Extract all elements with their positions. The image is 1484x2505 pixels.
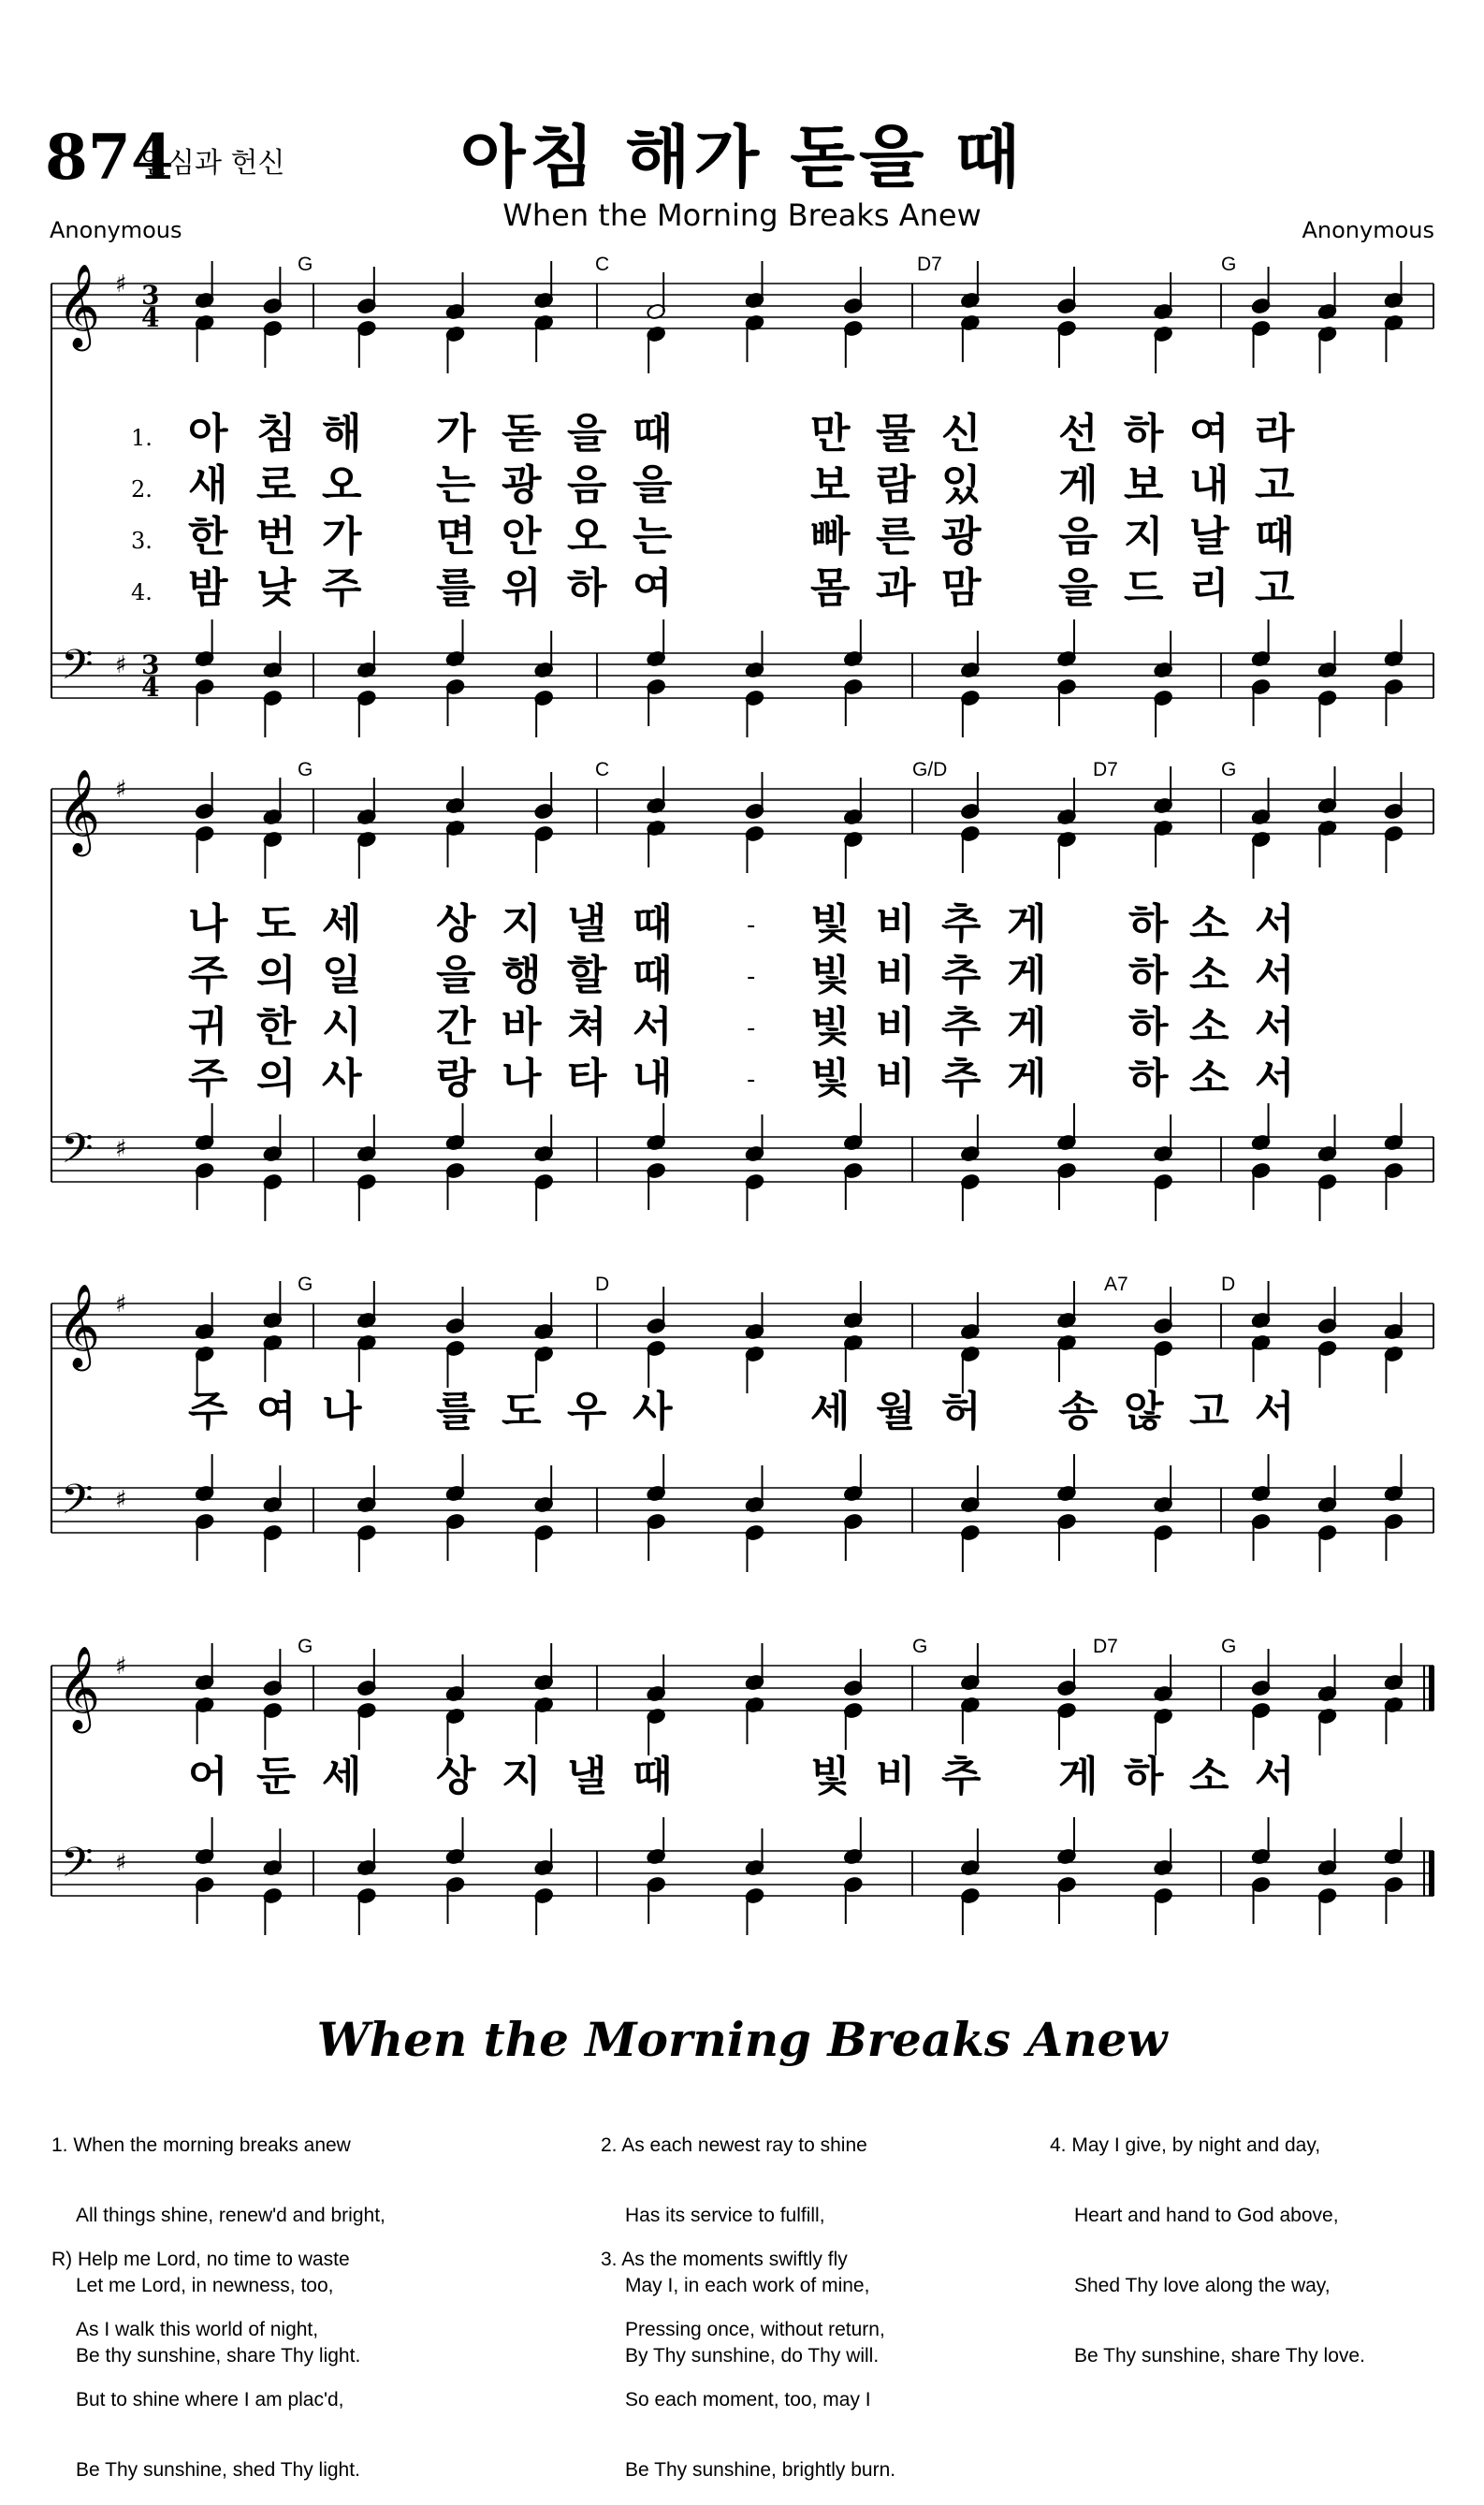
lyric-syllable: 하 [567, 564, 607, 612]
lyric-syllable: 지 [502, 900, 542, 948]
chord-symbol: C [595, 759, 610, 780]
lyric-syllable: 비 [876, 1003, 916, 1051]
key-sharp-icon: ♯ [115, 1486, 127, 1514]
english-hymn-title: When the Morning Breaks Anew [316, 2012, 1168, 2067]
lyric-syllable: 간 [436, 1003, 476, 1051]
time-signature-bottom: 4 [141, 672, 160, 703]
key-sharp-icon: ♯ [115, 1135, 127, 1163]
lyric-syllable: 낼 [567, 1753, 607, 1800]
chord-symbol: D7 [1093, 1636, 1118, 1657]
key-sharp-icon: ♯ [115, 1653, 127, 1681]
lyric-syllable: 주 [188, 1388, 228, 1435]
lyric-syllable: 을 [1058, 564, 1098, 612]
chord-symbol: G/D [912, 759, 948, 780]
lyric-syllable: 타 [567, 1055, 607, 1102]
lyric-syllable: 빛 [810, 900, 851, 948]
lyric-syllable: 고 [1189, 1388, 1229, 1435]
chord-symbol: G [1221, 759, 1237, 780]
lyric-syllable: 바 [502, 1003, 542, 1051]
lyric-syllable: 어 [188, 1753, 228, 1800]
chord-symbol: G [912, 1636, 928, 1657]
lyric-syllable: 비 [876, 952, 916, 999]
chord-symbol: A7 [1104, 1274, 1128, 1295]
lyric-syllable: 낼 [567, 900, 607, 948]
lyric-syllable: 라 [1255, 410, 1295, 458]
lyric-syllable: 내 [1189, 461, 1229, 509]
english-line: 2. As each newest ray to shine [601, 2134, 867, 2156]
english-line: Be Thy sunshine, brightly burn. [625, 2459, 896, 2481]
lyric-syllable: 둔 [256, 1753, 297, 1800]
hymn-category: 열심과 헌신 [140, 147, 285, 180]
english-line: Be Thy sunshine, shed Thy light. [76, 2459, 360, 2481]
lyric-syllable: 을 [436, 952, 476, 999]
english-line: Be thy sunshine, share Thy light. [76, 2345, 361, 2367]
lyric-syllable: 번 [256, 513, 297, 561]
lyric-syllable: 는 [436, 461, 476, 509]
treble-clef-icon: 𝄞 [57, 1646, 101, 1730]
english-line: 4. May I give, by night and day, [1050, 2134, 1321, 2156]
lyric-syllable: 른 [876, 513, 916, 561]
lyric-syllable: 때 [633, 410, 673, 458]
chord-symbol: D [595, 1274, 610, 1295]
lyric-syllable: 리 [1189, 564, 1229, 612]
lyric-syllable: 나 [502, 1055, 542, 1102]
lyric-syllable: 를 [436, 564, 476, 612]
lyric-syllable: 서 [1255, 952, 1295, 999]
bass-clef-icon: 𝄢 [61, 640, 94, 699]
english-line: Pressing once, without return, [625, 2319, 885, 2340]
lyric-syllable: 선 [1058, 410, 1098, 458]
lyric-syllable: 밤 [188, 564, 228, 612]
time-signature-top: 3 [141, 280, 160, 311]
lyric-syllable: 위 [502, 564, 542, 612]
verse-number: 2. [131, 476, 153, 502]
lyric-syllable: 비 [876, 1753, 916, 1800]
lyric-syllable: 새 [188, 461, 228, 509]
lyric-syllable: 비 [876, 1055, 916, 1102]
lyric-syllable: 로 [256, 461, 297, 509]
english-stanza-3 [601, 2201, 895, 2505]
lyric-syllable: 하 [1124, 410, 1164, 458]
lyric-syllable: 아 [188, 410, 228, 458]
lyric-syllable: 만 [810, 410, 851, 458]
lyric-syllable: 는 [633, 513, 673, 561]
lyric-syllable: 오 [322, 461, 362, 509]
lyric-syllable: 음 [1058, 513, 1098, 561]
hymn-title-korean: 아침 해가 돋을 때 [459, 118, 1025, 197]
english-line: All things shine, renew'd and bright, [76, 2205, 386, 2226]
english-line: Let me Lord, in newness, too, [76, 2275, 334, 2296]
english-line: May I, in each work of mine, [625, 2275, 870, 2296]
lyric-syllable: 내 [633, 1055, 673, 1102]
lyric-syllable: 사 [322, 1055, 362, 1102]
lyric-syllable: 게 [1007, 1055, 1047, 1102]
lyric-syllable: 소 [1189, 1753, 1229, 1800]
chord-symbol: G [298, 254, 313, 275]
lyric-syllable: 소 [1189, 900, 1229, 948]
lyric-syllable: 시 [322, 1003, 362, 1051]
lyric-syllable: 서 [1255, 900, 1295, 948]
lyric-syllable: 랑 [436, 1055, 476, 1102]
lyric-syllable: 빠 [810, 513, 851, 561]
lyric-syllable: 쳐 [567, 1003, 607, 1051]
lyric-syllable: 사 [633, 1388, 673, 1435]
chord-symbol: G [298, 759, 313, 780]
english-stanza-4 [1050, 2087, 1365, 2391]
lyric-syllable: 있 [941, 461, 982, 509]
chord-symbol: C [595, 254, 610, 275]
chord-symbol: D7 [917, 254, 942, 275]
lyric-syllable: 소 [1189, 1055, 1229, 1102]
lyric-syllable: 하 [1128, 900, 1169, 948]
lyric-syllable: 오 [567, 513, 607, 561]
lyric-syllable: 신 [941, 410, 982, 458]
lyric-syllable: 여 [633, 564, 673, 612]
lyric-syllable: 빛 [810, 952, 851, 999]
lyric-syllable: 낮 [256, 564, 297, 612]
lyric-syllable: 추 [941, 1055, 982, 1102]
lyric-syllable: 안 [502, 513, 542, 561]
english-line: R) Help me Lord, no time to waste [51, 2249, 350, 2270]
lyric-syllable: 서 [633, 1003, 673, 1051]
verse-number: 4. [131, 579, 153, 605]
lyric-syllable: 드 [1124, 564, 1164, 612]
lyric-syllable: 추 [941, 952, 982, 999]
lyric-syllable: 허 [941, 1388, 982, 1435]
lyric-syllable: 빛 [810, 1003, 851, 1051]
english-line: Heart and hand to God above, [1074, 2205, 1339, 2226]
lyric-syllable: 람 [876, 461, 916, 509]
chord-symbol: G [1221, 1636, 1237, 1657]
hymn-title-english: When the Morning Breaks Anew [502, 197, 982, 233]
lyric-syllable: 고 [1255, 564, 1295, 612]
english-line: But to shine where I am plac'd, [76, 2389, 344, 2410]
lyric-syllable: 게 [1007, 952, 1047, 999]
lyric-syllable: 나 [188, 900, 228, 948]
chord-symbol: D [1221, 1274, 1236, 1295]
lyric-syllable: 빛 [810, 1055, 851, 1102]
english-refrain [51, 2201, 360, 2505]
hymn-number: 874 [45, 121, 174, 194]
lyric-syllable: 일 [322, 952, 362, 999]
lyric-syllable: 를 [436, 1388, 476, 1435]
lyricist: Anonymous [50, 217, 182, 243]
lyric-syllable: 서 [1255, 1003, 1295, 1051]
treble-clef-icon: 𝄞 [57, 769, 101, 853]
lyric-syllable: 하 [1128, 1055, 1169, 1102]
composer: Anonymous [1302, 217, 1434, 243]
lyric-syllable: 우 [567, 1388, 607, 1435]
lyric-syllable: 하 [1128, 952, 1169, 999]
lyric-syllable: 서 [1255, 1055, 1295, 1102]
english-line: Be Thy sunshine, share Thy love. [1074, 2345, 1365, 2367]
lyric-syllable: 세 [322, 1753, 362, 1800]
lyric-syllable: 게 [1058, 1753, 1098, 1800]
lyric-syllable: 때 [1255, 513, 1295, 561]
lyric-syllable: 서 [1255, 1388, 1295, 1435]
bass-clef-icon: 𝄢 [61, 1475, 94, 1534]
bass-clef-icon: 𝄢 [61, 1838, 94, 1897]
lyric-syllable: 물 [876, 410, 916, 458]
lyric-syllable: 여 [1189, 410, 1229, 458]
key-sharp-icon: ♯ [115, 1290, 127, 1318]
key-sharp-icon: ♯ [115, 1849, 127, 1877]
lyric-syllable: 때 [633, 952, 673, 999]
lyric-syllable: 주 [188, 1055, 228, 1102]
lyric-syllable: 상 [436, 1753, 476, 1800]
lyric-syllable: 추 [941, 1003, 982, 1051]
lyric-syllable: 게 [1007, 1003, 1047, 1051]
key-sharp-icon: ♯ [115, 651, 127, 679]
lyric-syllable: 광 [941, 513, 982, 561]
lyric-syllable: 지 [502, 1753, 542, 1800]
lyric-syllable: 음 [567, 461, 607, 509]
bass-clef-icon: 𝄢 [61, 1124, 94, 1183]
lyric-syllable: 소 [1189, 1003, 1229, 1051]
lyric-syllable: 한 [188, 513, 228, 561]
chord-symbol: D7 [1093, 759, 1118, 780]
key-sharp-icon: ♯ [115, 776, 127, 804]
lyric-syllable: 비 [876, 900, 916, 948]
verse-number: 3. [131, 528, 153, 554]
english-line: So each moment, too, may I [625, 2389, 871, 2410]
lyric-syllable: 하 [1124, 1753, 1164, 1800]
lyric-syllable: 때 [633, 1753, 673, 1800]
lyric-syllable: 나 [322, 1388, 362, 1435]
lyric-syllable: 도 [502, 1388, 542, 1435]
lyric-syllable: 주 [322, 564, 362, 612]
lyric-syllable: 상 [436, 900, 476, 948]
lyric-syllable: 돋 [502, 410, 542, 458]
lyric-syllable: 귀 [188, 1003, 228, 1051]
chord-symbol: G [1221, 254, 1237, 275]
time-signature-bottom: 4 [141, 302, 160, 333]
lyric-syllable: 여 [256, 1388, 297, 1435]
lyric-syllable: 소 [1189, 952, 1229, 999]
lyric-syllable: 을 [567, 410, 607, 458]
lyric-syllable: 도 [256, 900, 297, 948]
lyric-syllable: 월 [876, 1388, 916, 1435]
lyric-syllable: 한 [256, 1003, 297, 1051]
english-line: By Thy sunshine, do Thy will. [625, 2345, 880, 2367]
time-signature-top: 3 [141, 649, 160, 680]
key-sharp-icon: ♯ [115, 270, 127, 299]
lyric-syllable: 과 [876, 564, 916, 612]
lyric-syllable: 침 [256, 410, 297, 458]
lyric-syllable: 맘 [941, 564, 982, 612]
lyric-syllable: 않 [1124, 1388, 1164, 1435]
lyric-syllable: - [747, 911, 756, 939]
lyric-syllable: 고 [1255, 461, 1295, 509]
lyric-syllable: 게 [1007, 900, 1047, 948]
english-line: 1. When the morning breaks anew [51, 2134, 351, 2156]
lyric-syllable: 하 [1128, 1003, 1169, 1051]
lyric-syllable: - [747, 1066, 756, 1094]
lyric-syllable: 게 [1058, 461, 1098, 509]
lyric-syllable: 송 [1058, 1388, 1098, 1435]
chord-symbol: G [298, 1636, 313, 1657]
chord-symbol: G [298, 1274, 313, 1295]
lyric-syllable: 세 [810, 1388, 851, 1435]
lyric-syllable: 을 [633, 461, 673, 509]
lyric-syllable: - [747, 963, 756, 991]
lyric-syllable: 세 [322, 900, 362, 948]
lyric-syllable: 지 [1124, 513, 1164, 561]
lyric-syllable: 추 [941, 1753, 982, 1800]
verse-number: 1. [131, 425, 153, 451]
lyric-syllable: 서 [1255, 1753, 1295, 1800]
lyric-syllable: 해 [322, 410, 362, 458]
treble-clef-icon: 𝄞 [57, 264, 101, 348]
english-line: 3. As the moments swiftly fly [601, 2249, 848, 2270]
english-line: Has its service to fulfill, [625, 2205, 825, 2226]
lyric-syllable: 가 [436, 410, 476, 458]
lyric-syllable: 면 [436, 513, 476, 561]
lyric-syllable: 가 [322, 513, 362, 561]
lyric-syllable: 광 [502, 461, 542, 509]
lyric-syllable: 행 [502, 952, 542, 999]
lyric-syllable: 보 [1124, 461, 1164, 509]
lyric-syllable: 날 [1189, 513, 1229, 561]
english-line: As I walk this world of night, [76, 2319, 319, 2340]
lyric-syllable: 빛 [810, 1753, 851, 1800]
lyric-syllable: 의 [256, 952, 297, 999]
lyric-syllable: 보 [810, 461, 851, 509]
lyric-syllable: 주 [188, 952, 228, 999]
lyric-syllable: 몸 [810, 564, 851, 612]
lyric-syllable: 할 [567, 952, 607, 999]
lyric-syllable: 의 [256, 1055, 297, 1102]
lyric-syllable: 때 [633, 900, 673, 948]
english-line: Shed Thy love along the way, [1074, 2275, 1331, 2296]
lyric-syllable: 추 [941, 900, 982, 948]
lyric-syllable: - [747, 1014, 756, 1042]
treble-clef-icon: 𝄞 [57, 1284, 101, 1368]
